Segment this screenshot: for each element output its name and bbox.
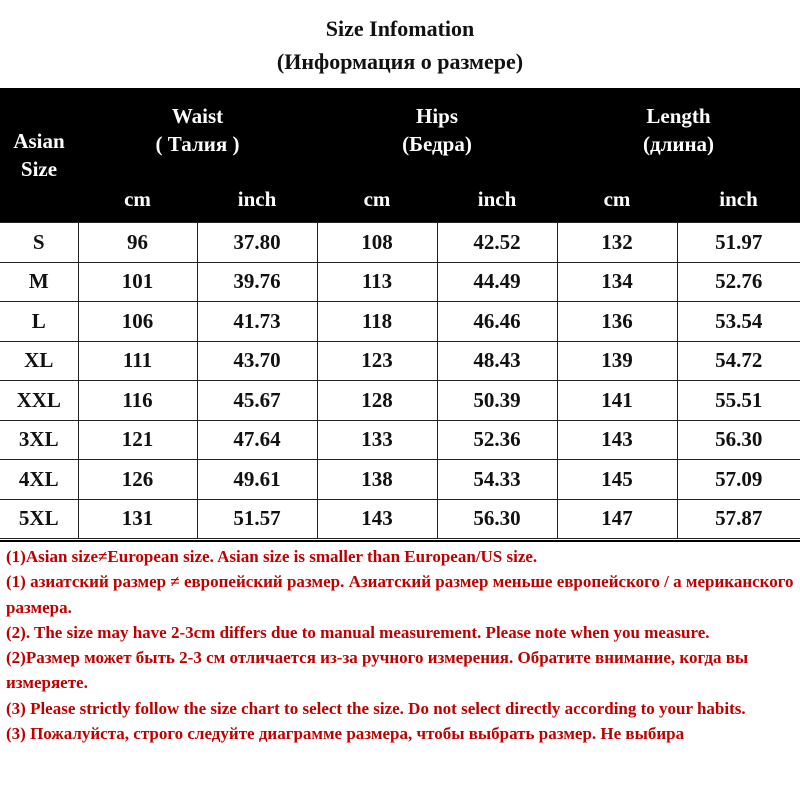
measurement-cell: 96 (78, 223, 197, 263)
note-line: (2)Размер может быть 2-3 см отличается из-за ручного измерения. Обратите внимание, когда вы измеряете. (6, 648, 749, 693)
measurement-cell: 39.76 (197, 262, 317, 302)
header-asian-size (0, 88, 78, 223)
table-row (0, 420, 800, 460)
unit-header: inch (677, 188, 800, 223)
measurement-cell: 108 (317, 223, 437, 263)
table-body (0, 223, 800, 539)
unit-header: inch (437, 188, 557, 223)
measurement-cell: 55.51 (677, 381, 800, 421)
measurement-cell: 116 (78, 381, 197, 421)
unit-header: cm (557, 188, 677, 223)
measurement-cell: 111 (78, 341, 197, 381)
header-size-label: Size (20, 157, 58, 181)
table-row (0, 499, 800, 539)
header-hips-name: Hips (415, 104, 459, 128)
measurement-cell: 113 (317, 262, 437, 302)
measurement-cell: 133 (317, 420, 437, 460)
measurement-cell: 128 (317, 381, 437, 421)
measurement-cell: 147 (557, 499, 677, 539)
measurement-cell: 50.39 (437, 381, 557, 421)
measurement-cell: 46.46 (437, 302, 557, 342)
measurement-cell: 53.54 (677, 302, 800, 342)
measurement-cell: 132 (557, 223, 677, 263)
size-cell: 3XL (0, 420, 78, 460)
header-waist (78, 88, 317, 188)
measurement-cell: 49.61 (197, 460, 317, 500)
note-line: (1) азиатский размер ≠ европейский размер. Азиатский размер меньше европейского / а мериканского размера. (6, 572, 794, 617)
measurement-cell: 52.36 (437, 420, 557, 460)
table-row (0, 262, 800, 302)
note-line: (2). The size may have 2-3cm differs due to manual measurement. Please note when you measure. (6, 622, 710, 642)
header-length-name: Length (646, 104, 711, 128)
table-row (0, 341, 800, 381)
measurement-cell: 57.09 (677, 460, 800, 500)
unit-header: cm (78, 188, 197, 223)
header-length-sub: (длина) (642, 132, 715, 156)
measurement-cell: 52.76 (677, 262, 800, 302)
page-title-block (0, 0, 800, 88)
measurement-cell: 54.72 (677, 341, 800, 381)
note-line: (1)Asian size≠European size. Asian size is smaller than European/US size. (6, 547, 538, 566)
size-chart-table (0, 88, 800, 539)
measurement-cell: 141 (557, 381, 677, 421)
measurement-cell: 138 (317, 460, 437, 500)
table-row (0, 223, 800, 263)
measurement-cell: 56.30 (677, 420, 800, 460)
measurement-cell: 44.49 (437, 262, 557, 302)
table-header-row (0, 88, 800, 188)
measurement-cell: 143 (557, 420, 677, 460)
header-waist-name: Waist (171, 104, 224, 128)
measurement-cell: 57.87 (677, 499, 800, 539)
header-length (557, 88, 800, 188)
measurement-cell: 126 (78, 460, 197, 500)
table-unit-row (0, 188, 800, 223)
header-hips (317, 88, 557, 188)
measurement-cell: 54.33 (437, 460, 557, 500)
measurement-cell: 134 (557, 262, 677, 302)
measurement-cell: 101 (78, 262, 197, 302)
note-line: (3) Пожалуйста, строго следуйте диаграмме размера, чтобы выбрать размер. Не выбира (6, 724, 685, 744)
measurement-cell: 121 (78, 420, 197, 460)
measurement-cell: 145 (557, 460, 677, 500)
size-cell: XL (0, 341, 78, 381)
size-cell: L (0, 302, 78, 342)
size-notes (0, 540, 800, 800)
measurement-cell: 47.64 (197, 420, 317, 460)
measurement-cell: 41.73 (197, 302, 317, 342)
measurement-cell: 45.67 (197, 381, 317, 421)
size-cell: 5XL (0, 499, 78, 539)
measurement-cell: 139 (557, 341, 677, 381)
header-hips-sub: (Бедра) (402, 132, 472, 156)
unit-header: cm (317, 188, 437, 223)
measurement-cell: 37.80 (197, 223, 317, 263)
measurement-cell: 42.52 (437, 223, 557, 263)
header-waist-sub: ( Талия ) (155, 132, 240, 156)
size-cell: S (0, 223, 78, 263)
size-cell: 4XL (0, 460, 78, 500)
measurement-cell: 48.43 (437, 341, 557, 381)
measurement-cell: 131 (78, 499, 197, 539)
measurement-cell: 106 (78, 302, 197, 342)
measurement-cell: 143 (317, 499, 437, 539)
measurement-cell: 56.30 (437, 499, 557, 539)
table-row (0, 460, 800, 500)
header-asian-label: Asian (13, 129, 65, 153)
measurement-cell: 51.97 (677, 223, 800, 263)
measurement-cell: 51.57 (197, 499, 317, 539)
table-row (0, 302, 800, 342)
unit-header: inch (197, 188, 317, 223)
measurement-cell: 43.70 (197, 341, 317, 381)
measurement-cell: 123 (317, 341, 437, 381)
page-subtitle: (Информация о размере) (276, 49, 524, 74)
measurement-cell: 118 (317, 302, 437, 342)
table-row (0, 381, 800, 421)
note-line: (3) Please strictly follow the size chart to select the size. Do not select directly according to your habits. (6, 698, 746, 718)
page-title: Size Infomation (325, 16, 475, 41)
size-cell: M (0, 262, 78, 302)
measurement-cell: 136 (557, 302, 677, 342)
size-cell: XXL (0, 381, 78, 421)
